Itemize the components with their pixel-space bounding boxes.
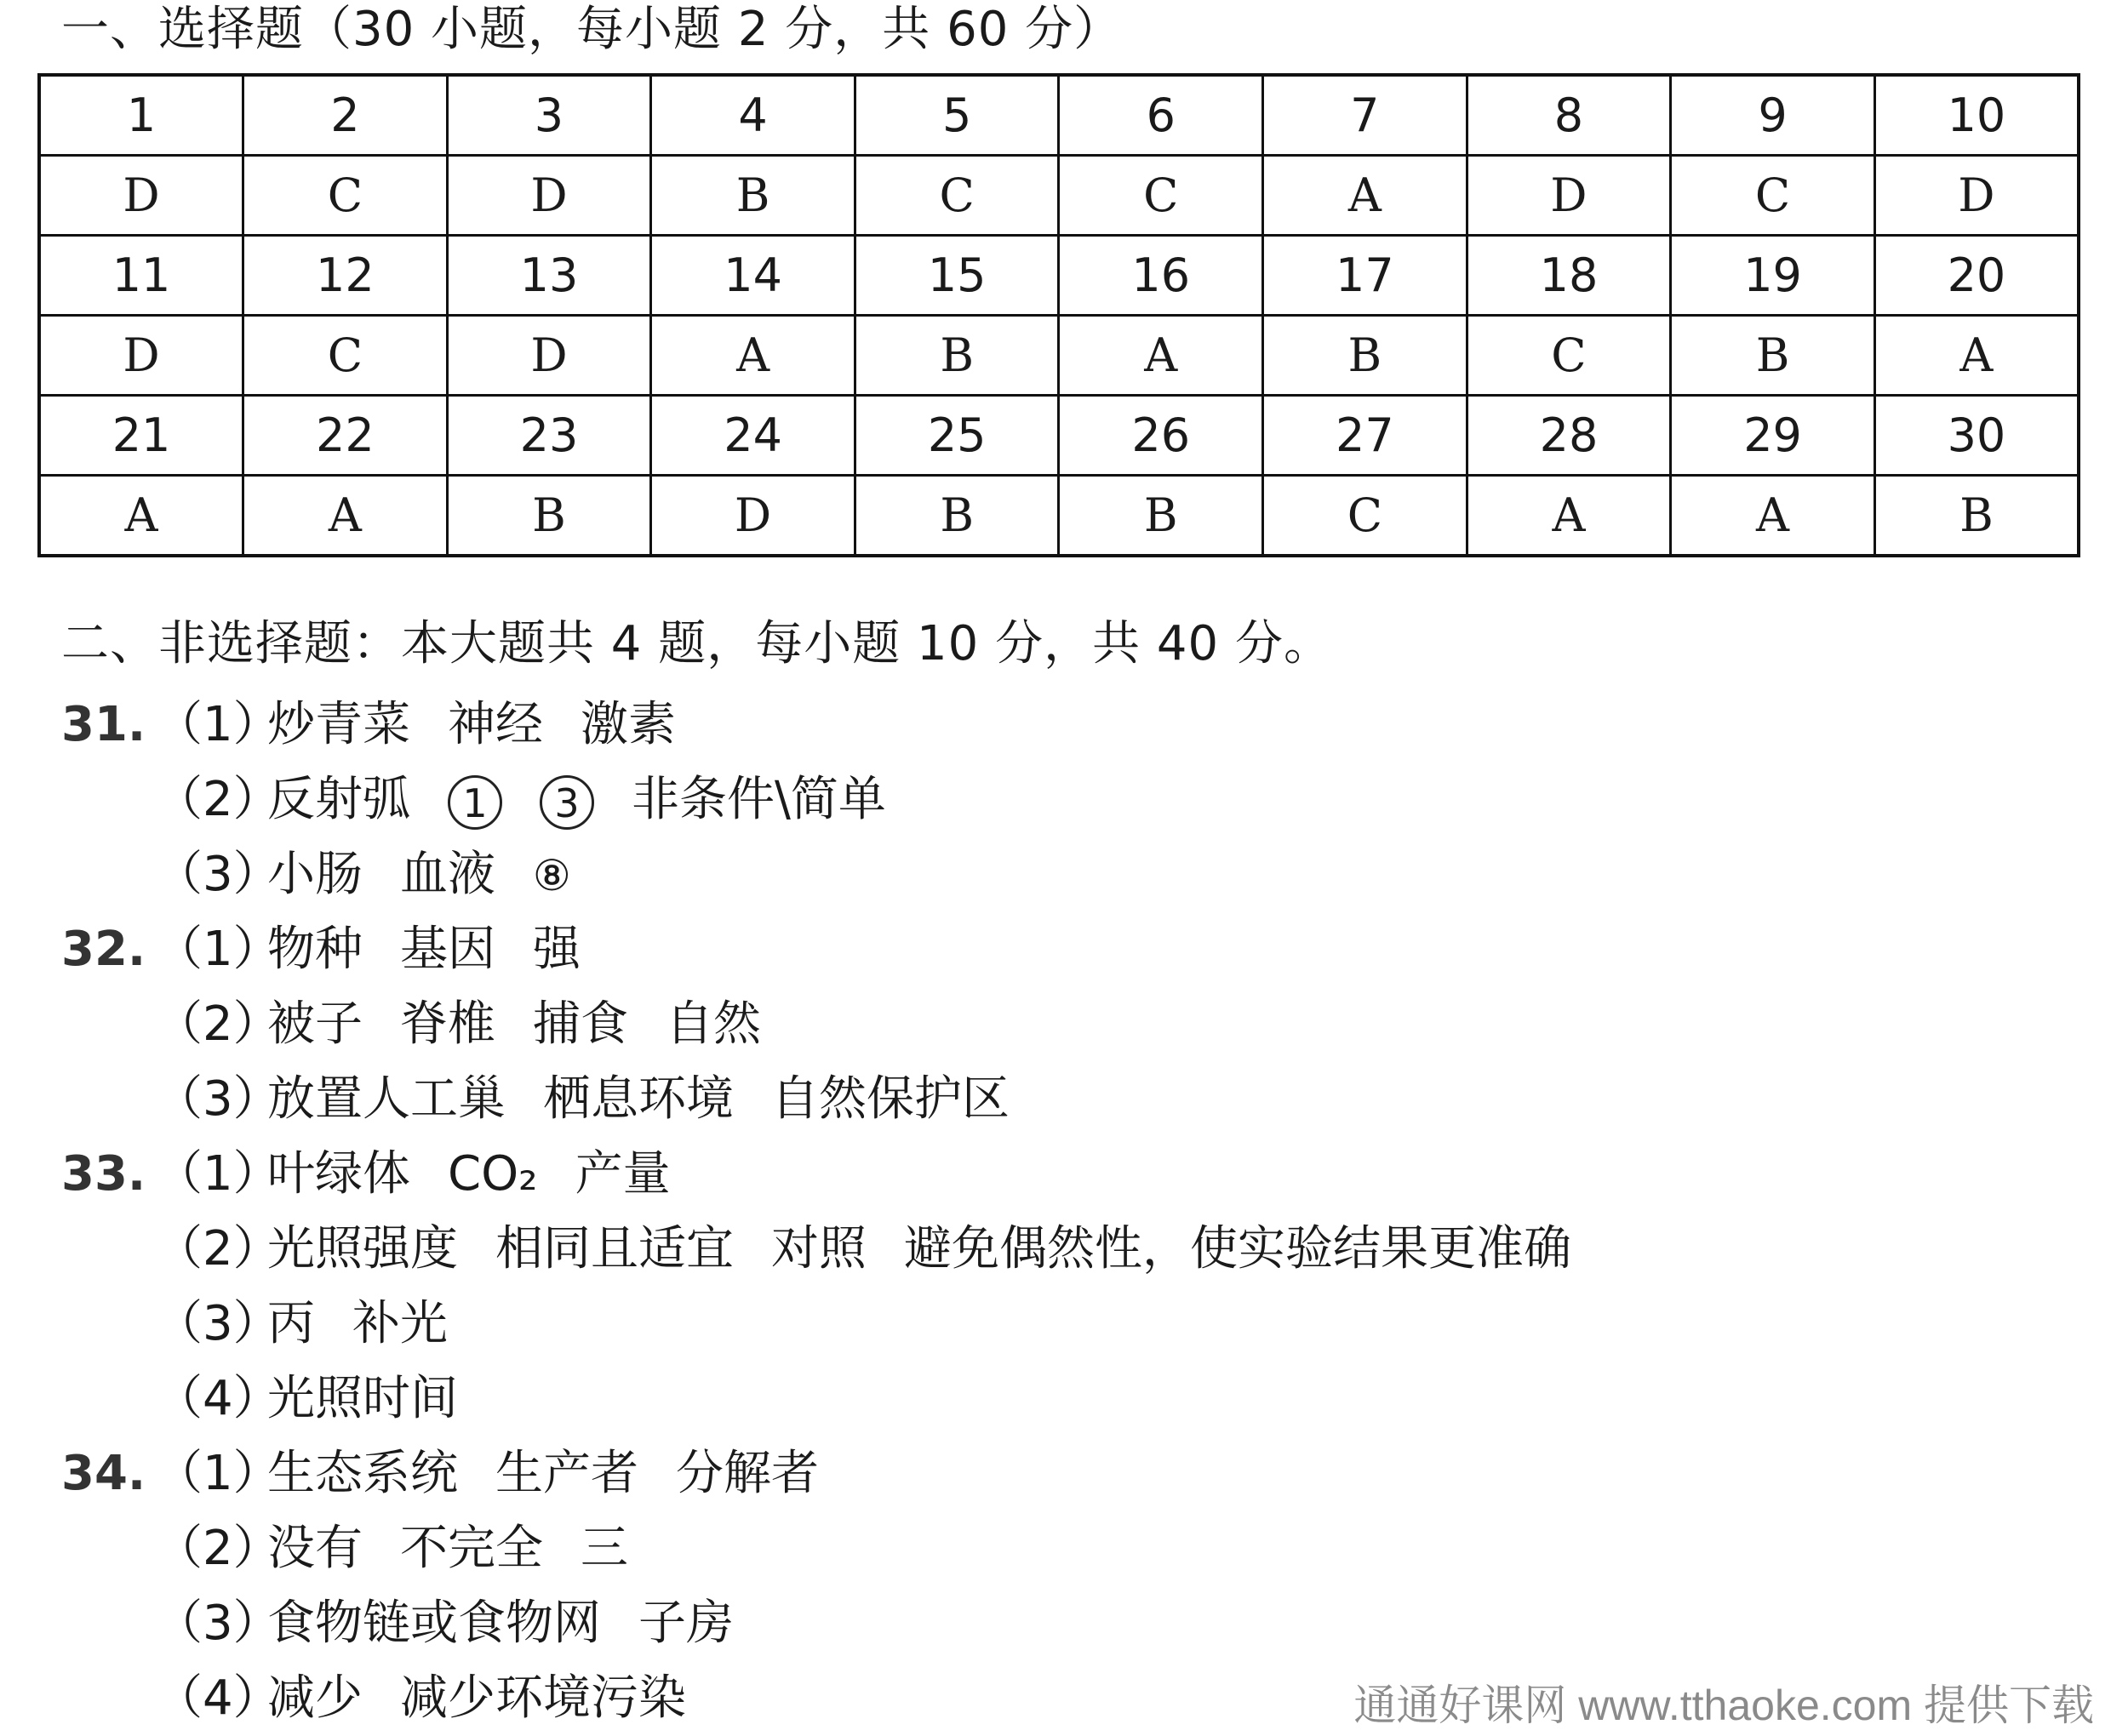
question-number: 34.	[61, 1446, 146, 1501]
answer-letter-cell: B	[447, 476, 651, 557]
answer-letter-cell: A	[243, 476, 448, 557]
answer: 捕食	[533, 996, 628, 1052]
question-number-cell: 25	[855, 396, 1059, 476]
answer: 对照	[771, 1221, 867, 1276]
part-label: （1）	[155, 1146, 281, 1202]
answer: 生态系统	[267, 1446, 458, 1501]
part-label: （2）	[155, 996, 281, 1052]
part-label: （4）	[155, 1670, 281, 1726]
answer: 自然保护区	[771, 1071, 1010, 1127]
answer: 炒青菜	[267, 697, 410, 752]
answer: 激素	[581, 697, 676, 752]
answer: 光照强度	[267, 1221, 458, 1276]
answer: 丙	[267, 1296, 315, 1351]
question-number-cell: 27	[1263, 396, 1467, 476]
answer-letter-row	[39, 156, 2079, 236]
question-number-cell: 10	[1874, 75, 2079, 156]
answer: 不完全	[400, 1521, 543, 1576]
answer-letter-cell: C	[1467, 316, 1671, 396]
answer-letter-cell: B	[855, 316, 1059, 396]
part-label: （1）	[155, 922, 281, 977]
question-number-cell: 19	[1671, 236, 1875, 316]
question-number-cell: 14	[651, 236, 855, 316]
answer: 相同且适宜	[495, 1221, 734, 1276]
part-label: （3）	[155, 1071, 281, 1127]
answer-letter-cell: B	[1671, 316, 1875, 396]
part-label: （3）	[155, 1296, 281, 1351]
question-number-cell: 2	[243, 75, 448, 156]
question-number-row	[39, 236, 2079, 316]
answer: 减少	[267, 1670, 363, 1726]
answer-letter-cell: A	[1874, 316, 2079, 396]
answer: 血液	[400, 847, 495, 902]
answer-letter-cell: B	[1263, 316, 1467, 396]
answer-letter-cell: A	[1059, 316, 1263, 396]
answer-letter-cell: A	[1467, 476, 1671, 557]
q34-part3	[61, 1586, 2019, 1661]
answer-letter-cell: A	[1671, 476, 1875, 557]
answer: 基因	[400, 922, 495, 977]
answer: 非条件\简单	[632, 772, 886, 827]
answer: 食物链或食物网	[267, 1596, 601, 1651]
answers-list	[61, 688, 2019, 1736]
question-number-row	[39, 75, 2079, 156]
question-number-cell: 17	[1263, 236, 1467, 316]
answer: 避免偶然性，使实验结果更准确	[904, 1221, 1571, 1276]
answer: 没有	[267, 1521, 363, 1576]
question-number-cell: 23	[447, 396, 651, 476]
question-number-cell: 11	[39, 236, 243, 316]
part-label: （2）	[155, 1521, 281, 1576]
answer-letter-cell: C	[243, 156, 448, 236]
question-number-cell: 20	[1874, 236, 2079, 316]
question-number-cell: 21	[39, 396, 243, 476]
answer: 产量	[575, 1146, 671, 1202]
answer: 光照时间	[267, 1371, 458, 1426]
answer-letter-row	[39, 316, 2079, 396]
q32-part3	[61, 1062, 2019, 1137]
answer: 生产者	[495, 1446, 638, 1501]
answer-letter-cell: A	[1263, 156, 1467, 236]
question-number-cell: 22	[243, 396, 448, 476]
answer-letter-cell: D	[1467, 156, 1671, 236]
answer: 栖息环境	[543, 1071, 734, 1127]
question-number-cell: 28	[1467, 396, 1671, 476]
answer-letter-cell: D	[39, 316, 243, 396]
watermark: 通通好课网 www.tthaoke.com 提供下载	[1353, 1682, 2094, 1729]
part-label: （2）	[155, 772, 281, 827]
answer: 小肠	[267, 847, 363, 902]
answer: 强	[533, 922, 581, 977]
answer-letter-cell: C	[1263, 476, 1467, 557]
question-number-cell: 3	[447, 75, 651, 156]
question-number-cell: 8	[1467, 75, 1671, 156]
answer: 放置人工巢	[267, 1071, 506, 1127]
q33-part1	[61, 1137, 2019, 1212]
question-number: 31.	[61, 697, 146, 752]
part-label: （1）	[155, 1446, 281, 1501]
answer: 分解者	[676, 1446, 819, 1501]
q33-part2	[61, 1212, 2019, 1287]
answer-letter-cell: C	[855, 156, 1059, 236]
answer: CO₂	[448, 1146, 538, 1202]
answer-letter-cell: C	[243, 316, 448, 396]
answer-letter-cell: A	[651, 316, 855, 396]
q32-part1	[61, 912, 2019, 987]
answer-letter-cell: D	[39, 156, 243, 236]
question-number-cell: 16	[1059, 236, 1263, 316]
circled-number: ⑧	[533, 851, 571, 900]
q33-part3	[61, 1287, 2019, 1362]
question-number-row	[39, 396, 2079, 476]
part-label: （3）	[155, 847, 281, 902]
part-label: （2）	[155, 1221, 281, 1276]
answer-letter-cell: D	[1874, 156, 2079, 236]
circled-number: 1	[448, 775, 502, 830]
circled-number: 3	[540, 775, 594, 830]
question-number-cell: 4	[651, 75, 855, 156]
answer-letter-cell: A	[39, 476, 243, 557]
q31-part2	[61, 762, 2019, 837]
part-label: （3）	[155, 1596, 281, 1651]
answer: 叶绿体	[267, 1146, 410, 1202]
q31-part3	[61, 837, 2019, 912]
q33-part4	[61, 1362, 2019, 1436]
part-label: （4）	[155, 1371, 281, 1426]
answer-letter-cell: B	[1059, 476, 1263, 557]
answer-letter-cell: D	[447, 316, 651, 396]
answer-letter-cell: D	[447, 156, 651, 236]
question-number-cell: 7	[1263, 75, 1467, 156]
question-number-cell: 26	[1059, 396, 1263, 476]
answer: 反射弧	[267, 772, 410, 827]
answer: 神经	[448, 697, 543, 752]
question-number-cell: 13	[447, 236, 651, 316]
question-number-cell: 1	[39, 75, 243, 156]
answer: 物种	[267, 922, 363, 977]
answer: 自然	[666, 996, 761, 1052]
answer: 子房	[638, 1596, 734, 1651]
answer: 补光	[352, 1296, 448, 1351]
question-number-cell: 12	[243, 236, 448, 316]
answer-letter-cell: C	[1671, 156, 1875, 236]
q32-part2	[61, 987, 2019, 1062]
question-number-cell: 15	[855, 236, 1059, 316]
question-number-cell: 24	[651, 396, 855, 476]
question-number-cell: 18	[1467, 236, 1671, 316]
answer: 被子	[267, 996, 363, 1052]
answer-letter-cell: B	[1874, 476, 2079, 557]
q31-part1	[61, 688, 2019, 762]
question-number-cell: 9	[1671, 75, 1875, 156]
answer: 脊椎	[400, 996, 495, 1052]
question-number: 32.	[61, 922, 146, 977]
answer-letter-row	[39, 476, 2079, 557]
answer: 减少环境污染	[400, 1670, 686, 1726]
non-choice-heading: 二、非选择题：本大题共 4 题，每小题 10 分，共 40 分。	[61, 616, 1332, 671]
part-label: （1）	[155, 697, 281, 752]
question-number-cell: 5	[855, 75, 1059, 156]
answer-grid	[37, 73, 2080, 557]
answer-letter-cell: B	[651, 156, 855, 236]
question-number-cell: 30	[1874, 396, 2079, 476]
answer-letter-cell: C	[1059, 156, 1263, 236]
question-number-cell: 29	[1671, 396, 1875, 476]
q34-part1	[61, 1436, 2019, 1511]
question-number-cell: 6	[1059, 75, 1263, 156]
answer: 三	[581, 1521, 628, 1576]
q34-part2	[61, 1511, 2019, 1586]
question-number: 33.	[61, 1146, 146, 1202]
answer-letter-cell: D	[651, 476, 855, 557]
multiple-choice-heading: 一、选择题（30 小题，每小题 2 分，共 60 分）	[61, 2, 1123, 57]
answer-letter-cell: B	[855, 476, 1059, 557]
